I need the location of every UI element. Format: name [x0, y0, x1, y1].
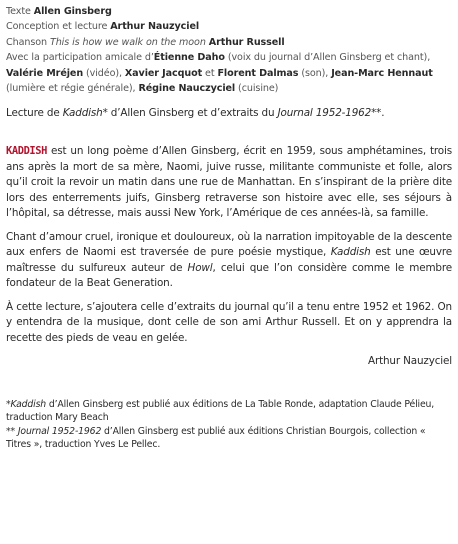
- main-text: [6, 144, 452, 370]
- credit-label: Chanson: [6, 36, 50, 48]
- participant-role: (vidéo),: [83, 67, 125, 79]
- participant-name: Xavier Jacquot: [124, 67, 203, 79]
- lecture-prefix: Lecture de: [6, 107, 63, 120]
- participant-name: Jean-Marc Hennaut: [331, 67, 433, 79]
- lecture-mid: d’Allen Ginsberg et d’extraits du: [107, 107, 278, 120]
- paragraph: [6, 144, 452, 222]
- credit-text: [6, 4, 452, 19]
- song-artist: Arthur Russell: [208, 36, 285, 48]
- footnote: [6, 425, 452, 452]
- paragraph-text: À cette lecture, s’ajoutera celle d’extraits du journal qu’il a tenu entre 1952 et 1962. On y entendra de la musique, dont celle de son ami Arthur Russell. Et on y apprendra la recette des pieds de veau en gelée.: [6, 300, 452, 344]
- conjunction: et: [202, 67, 218, 79]
- work-title: Howl: [187, 261, 213, 274]
- paragraph: [6, 300, 452, 347]
- paragraph-text: est un long poème d’Allen Ginsberg, écrit en 1959, sous amphétamines, trois ans après la mort de sa mère, Naomi, juive russe, militante communiste et folle, alors qu’il croit la revoir un matin dans une rue de Manhattan. En s’inspirant de la prière dite lors des enterrements juifs, Ginsberg retraverse son histoire avec elle, ses séjours à l’hôpital, sa détresse, mais aussi New York, l’Amérique de ces années-là, sa famille.: [6, 145, 452, 220]
- director-name: Arthur Nauzyciel: [110, 21, 200, 33]
- footnote-marker: **: [6, 425, 18, 437]
- credits-block: [6, 4, 452, 96]
- work-title: Kaddish*: [62, 107, 108, 120]
- paragraph-text: Chant d’amour cruel, ironique et douloureux, où la narration impitoyable de la descente aux enfers de Naomi est traversée de pure poésie mystique,: [6, 230, 452, 259]
- credit-label: Conception et lecture: [6, 21, 111, 33]
- footnote-text: d’Allen Ginsberg est publié aux éditions de La Table Ronde, adaptation Claude Pélieu, traduction Mary Beach: [6, 398, 435, 424]
- signature: Arthur Nauzyciel: [367, 355, 452, 368]
- credit-label: Avec la participation amicale d’: [6, 52, 154, 64]
- work-title: Journal 1952-1962**: [277, 107, 382, 120]
- song-title: This is how we walk on the moon: [49, 36, 206, 48]
- footnote: [6, 398, 452, 425]
- paragraph: [6, 230, 452, 292]
- punctuation: .: [381, 107, 385, 120]
- participant-name: Florent Dalmas: [217, 67, 299, 79]
- paragraph-text: est une œuvre maîtresse du sulfureux auteur de: [6, 246, 452, 274]
- work-title: Kaddish: [10, 398, 47, 410]
- participant-role: (son),: [298, 67, 332, 79]
- kaddish-title: KADDISH: [6, 145, 47, 158]
- work-title: Kaddish: [330, 246, 371, 259]
- paragraph-text: , celui que l’on considère comme le membre fondateur de la Beat Generation.: [6, 261, 453, 290]
- credit-conception: [6, 19, 452, 34]
- participant-role: (lumière et régie générale),: [6, 83, 139, 95]
- participant-role: (voix du journal d’Allen Ginsberg et chant),: [224, 52, 431, 64]
- credit-participation: [6, 50, 452, 96]
- credit-song: [6, 35, 452, 50]
- participant-name: Étienne Daho: [153, 52, 225, 64]
- footnote-text: d’Allen Ginsberg est publié aux éditions Christian Bourgois, collection « Titres », traduction Yves Le Pellec.: [6, 425, 426, 451]
- work-title: Journal 1952-1962: [17, 425, 102, 437]
- footnote-marker: *: [6, 398, 11, 410]
- participant-name: Régine Nauczyciel: [138, 83, 236, 95]
- lecture-line: [6, 106, 452, 120]
- participant-role: (cuisine): [235, 83, 279, 95]
- credit-label: Texte: [6, 6, 34, 17]
- author-name: Allen Ginsberg: [33, 6, 112, 17]
- footnotes: [6, 398, 452, 452]
- participant-name: Valérie Mréjen: [6, 67, 84, 79]
